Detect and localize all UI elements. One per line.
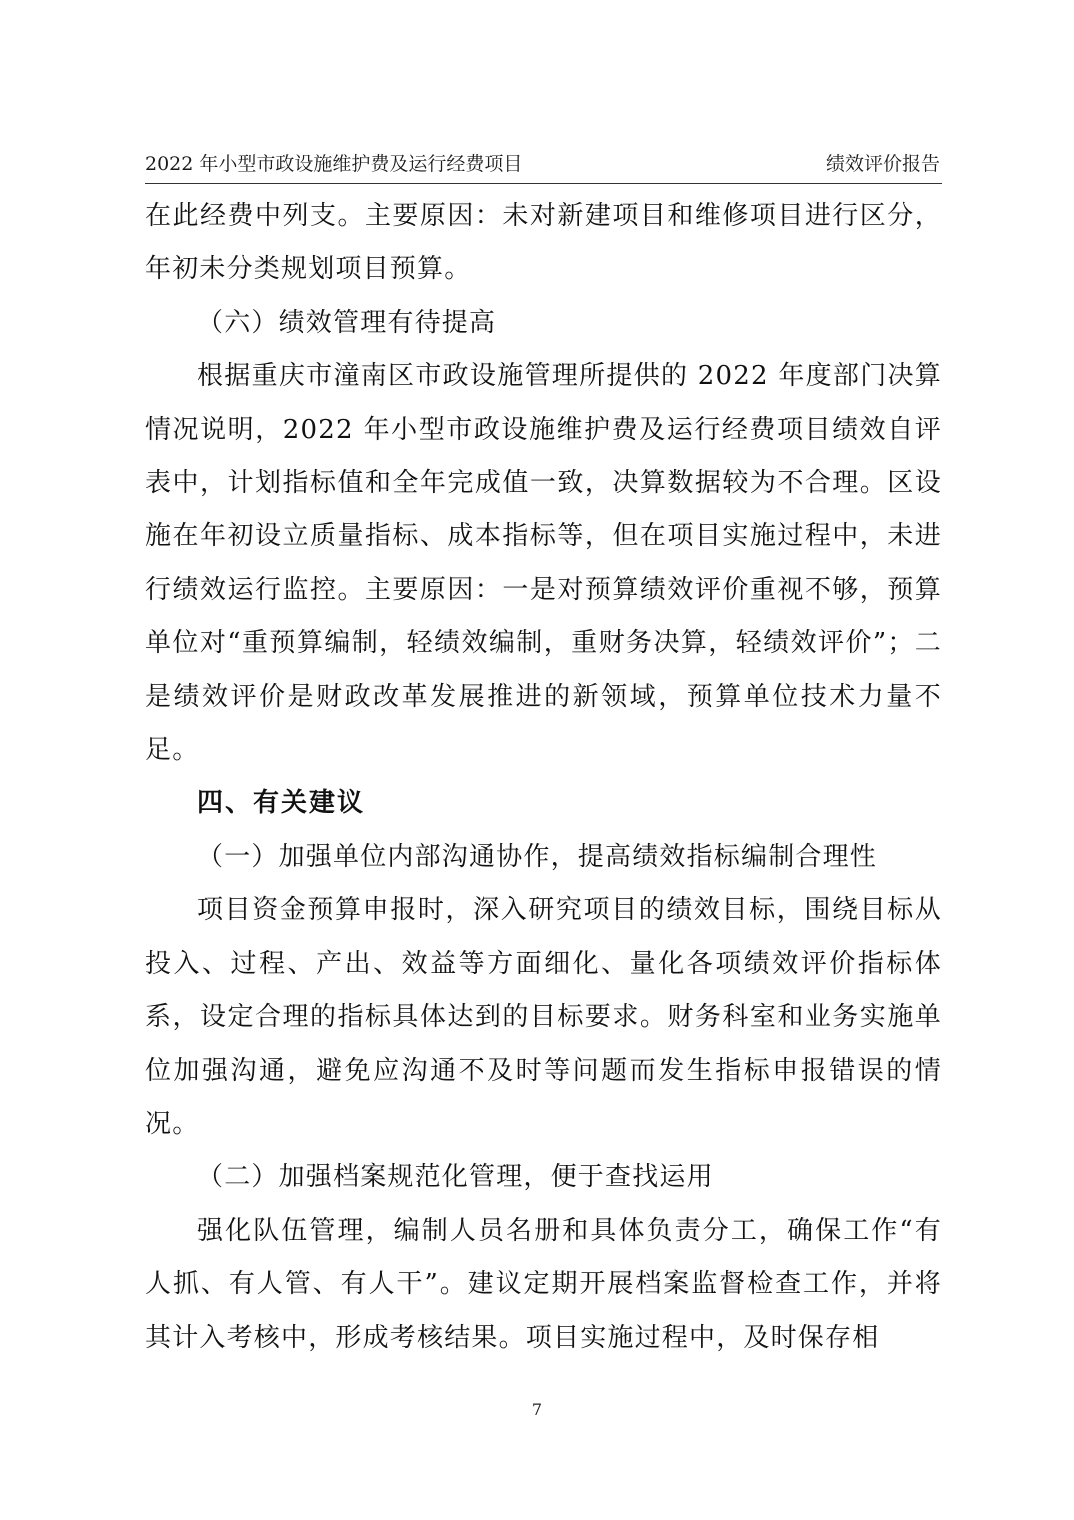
subheading-performance-management: （六）绩效管理有待提高 bbox=[197, 307, 497, 338]
running-header bbox=[145, 148, 940, 180]
paragraph-internal-communication: 项目资金预算申报时，深入研究项目的绩效目标，围绕目标从投入、过程、产出、效益等方面细化、量化各项绩效评价指标体系，设定合理的指标具体达到的目标要求。财务科室和业务实施单位加强沟通，避免应沟通不及时等问题而发生指标申报错误的情况。 bbox=[145, 895, 942, 1139]
body-text bbox=[145, 190, 942, 1365]
subheading-archive-management: （二）加强档案规范化管理，便于查找运用 bbox=[197, 1162, 714, 1193]
header-project-title: 2022 年小型市政设施维护费及运行经费项目 bbox=[145, 153, 523, 175]
paragraph-archive-management: 强化队伍管理，编制人员名册和具体负责分工，确保工作“有人抓、有人管、有人干”。建议定期开展档案监督检查工作，并将其计入考核中，形成考核结果。项目实施过程中，及时保存相 bbox=[145, 1215, 942, 1353]
subheading-internal-communication: （一）加强单位内部沟通协作，提高绩效指标编制合理性 bbox=[197, 841, 878, 872]
page-number: 7 bbox=[531, 1400, 543, 1419]
paragraph-performance-management: 根据重庆市潼南区市政设施管理所提供的 2022 年度部门决算情况说明，2022 年小型市政设施维护费及运行经费项目绩效自评表中，计划指标值和全年完成值一致，决算数据较为不合理。区设施在年初设立质量指标、成本指标等，但在项目实施过程中，未进行绩效运行监控。主要原因：一是对预算绩效评价重视不够，预算单位对“重预算编制，轻绩效编制，重财务决算，轻绩效评价”；二是绩效评价是财政改革发展推进的新领域，预算单位技术力量不足。 bbox=[145, 361, 942, 766]
section-heading-recommendations: 四、有关建议 bbox=[197, 788, 366, 819]
paragraph-continuation: 在此经费中列支。主要原因：未对新建项目和维修项目进行区分，年初未分类规划项目预算。 bbox=[145, 201, 942, 285]
header-rule bbox=[145, 183, 942, 184]
header-report-title: 绩效评价报告 bbox=[825, 153, 940, 175]
